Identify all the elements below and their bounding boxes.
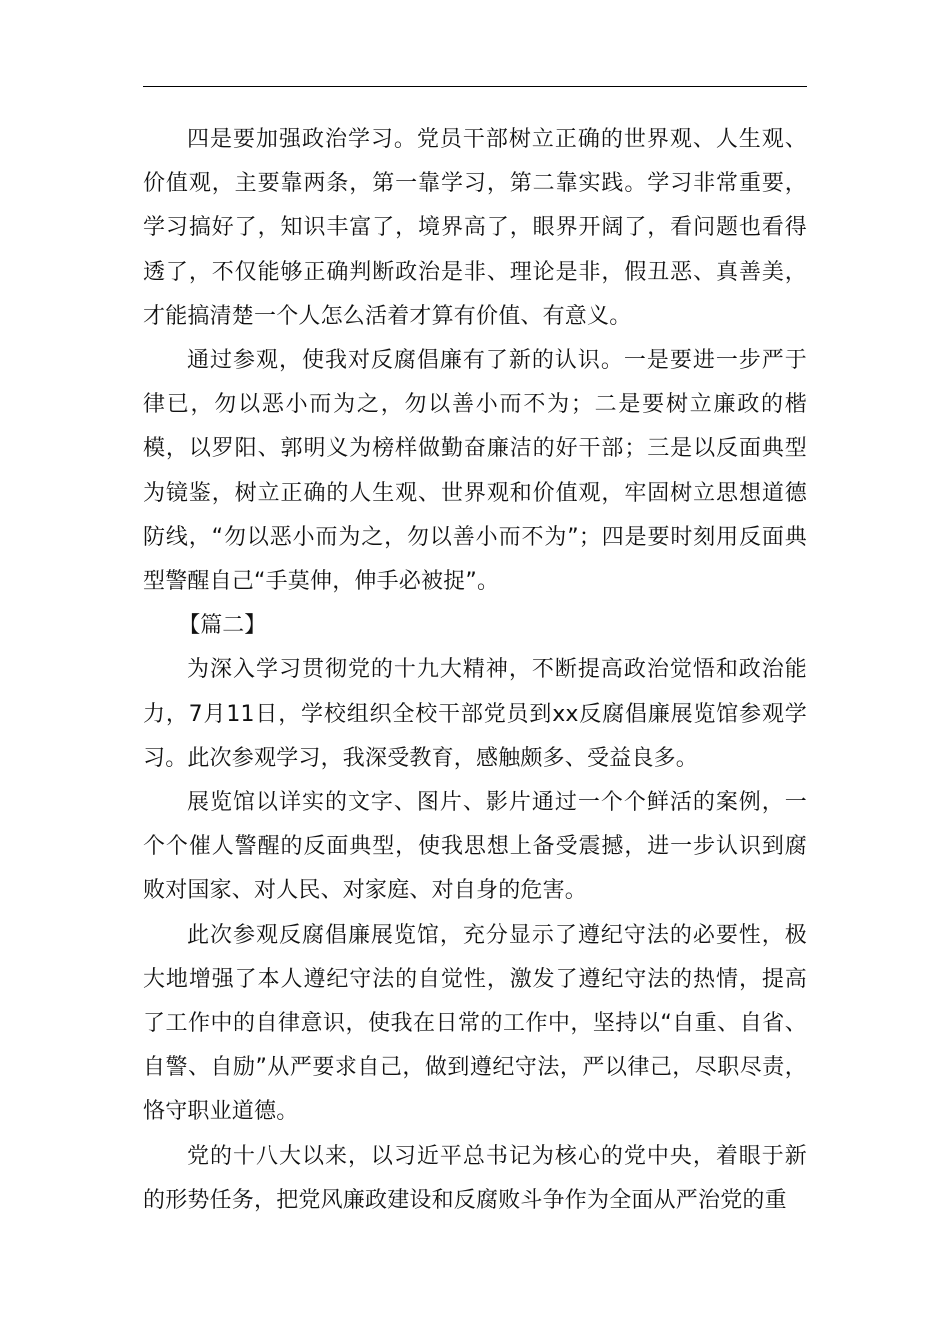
paragraph: 四是要加强政治学习。党员干部树立正确的世界观、人生观、价值观，主要靠两条，第一靠学习，第二靠实践。学习非常重要，学习搞好了，知识丰富了，境界高了，眼界开阔了，看问题也看得透了，不仅能够正确判断政治是非、理论是非，假丑恶、真善美，才能搞清楚一个人怎么活着才算有价值、有意义。 (143, 127, 807, 329)
section-title: 【篇二】 (178, 613, 267, 639)
paragraph: 通过参观，使我对反腐倡廉有了新的认识。一是要进一步严于律已，勿以恶小而为之，勿以善小而不为；二是要树立廉政的楷模，以罗阳、郭明义为榜样做勤奋廉洁的好干部；三是以反面典型为镜鉴，树立正确的人生观、世界观和价值观，牢固树立思想道德防线，“勿以恶小而为之，勿以善小而不为”；四是要时刻用反面典型警醒自己“手莫伸，伸手必被捉”。 (143, 348, 807, 595)
document-body (143, 118, 807, 1223)
paragraph: 党的十八大以来，以习近平总书记为核心的党中央，着眼于新的形势任务，把党风廉政建设和反腐败斗争作为全面从严治党的重 (143, 1143, 807, 1213)
paragraph: 展览馆以详实的文字、图片、影片通过一个个鲜活的案例，一个个催人警醒的反面典型，使我思想上备受震撼，进一步认识到腐败对国家、对人民、对家庭、对自身的危害。 (143, 790, 807, 904)
paragraph: 为深入学习贯彻党的十九大精神，不断提高政治觉悟和政治能力，7月11日，学校组织全校干部党员到xx反腐倡廉展览馆参观学习。此次参观学习，我深受教育，感触颇多、受益良多。 (143, 657, 807, 771)
paragraph: 此次参观反腐倡廉展览馆，充分显示了遵纪守法的必要性，极大地增强了本人遵纪守法的自觉性，激发了遵纪守法的热情，提高了工作中的自律意识，使我在日常的工作中，坚持以“自重、自省、自警、自励”从严要求自己，做到遵纪守法，严以律己，尽职尽责，恪守职业道德。 (143, 922, 807, 1125)
header-rule (143, 86, 807, 87)
